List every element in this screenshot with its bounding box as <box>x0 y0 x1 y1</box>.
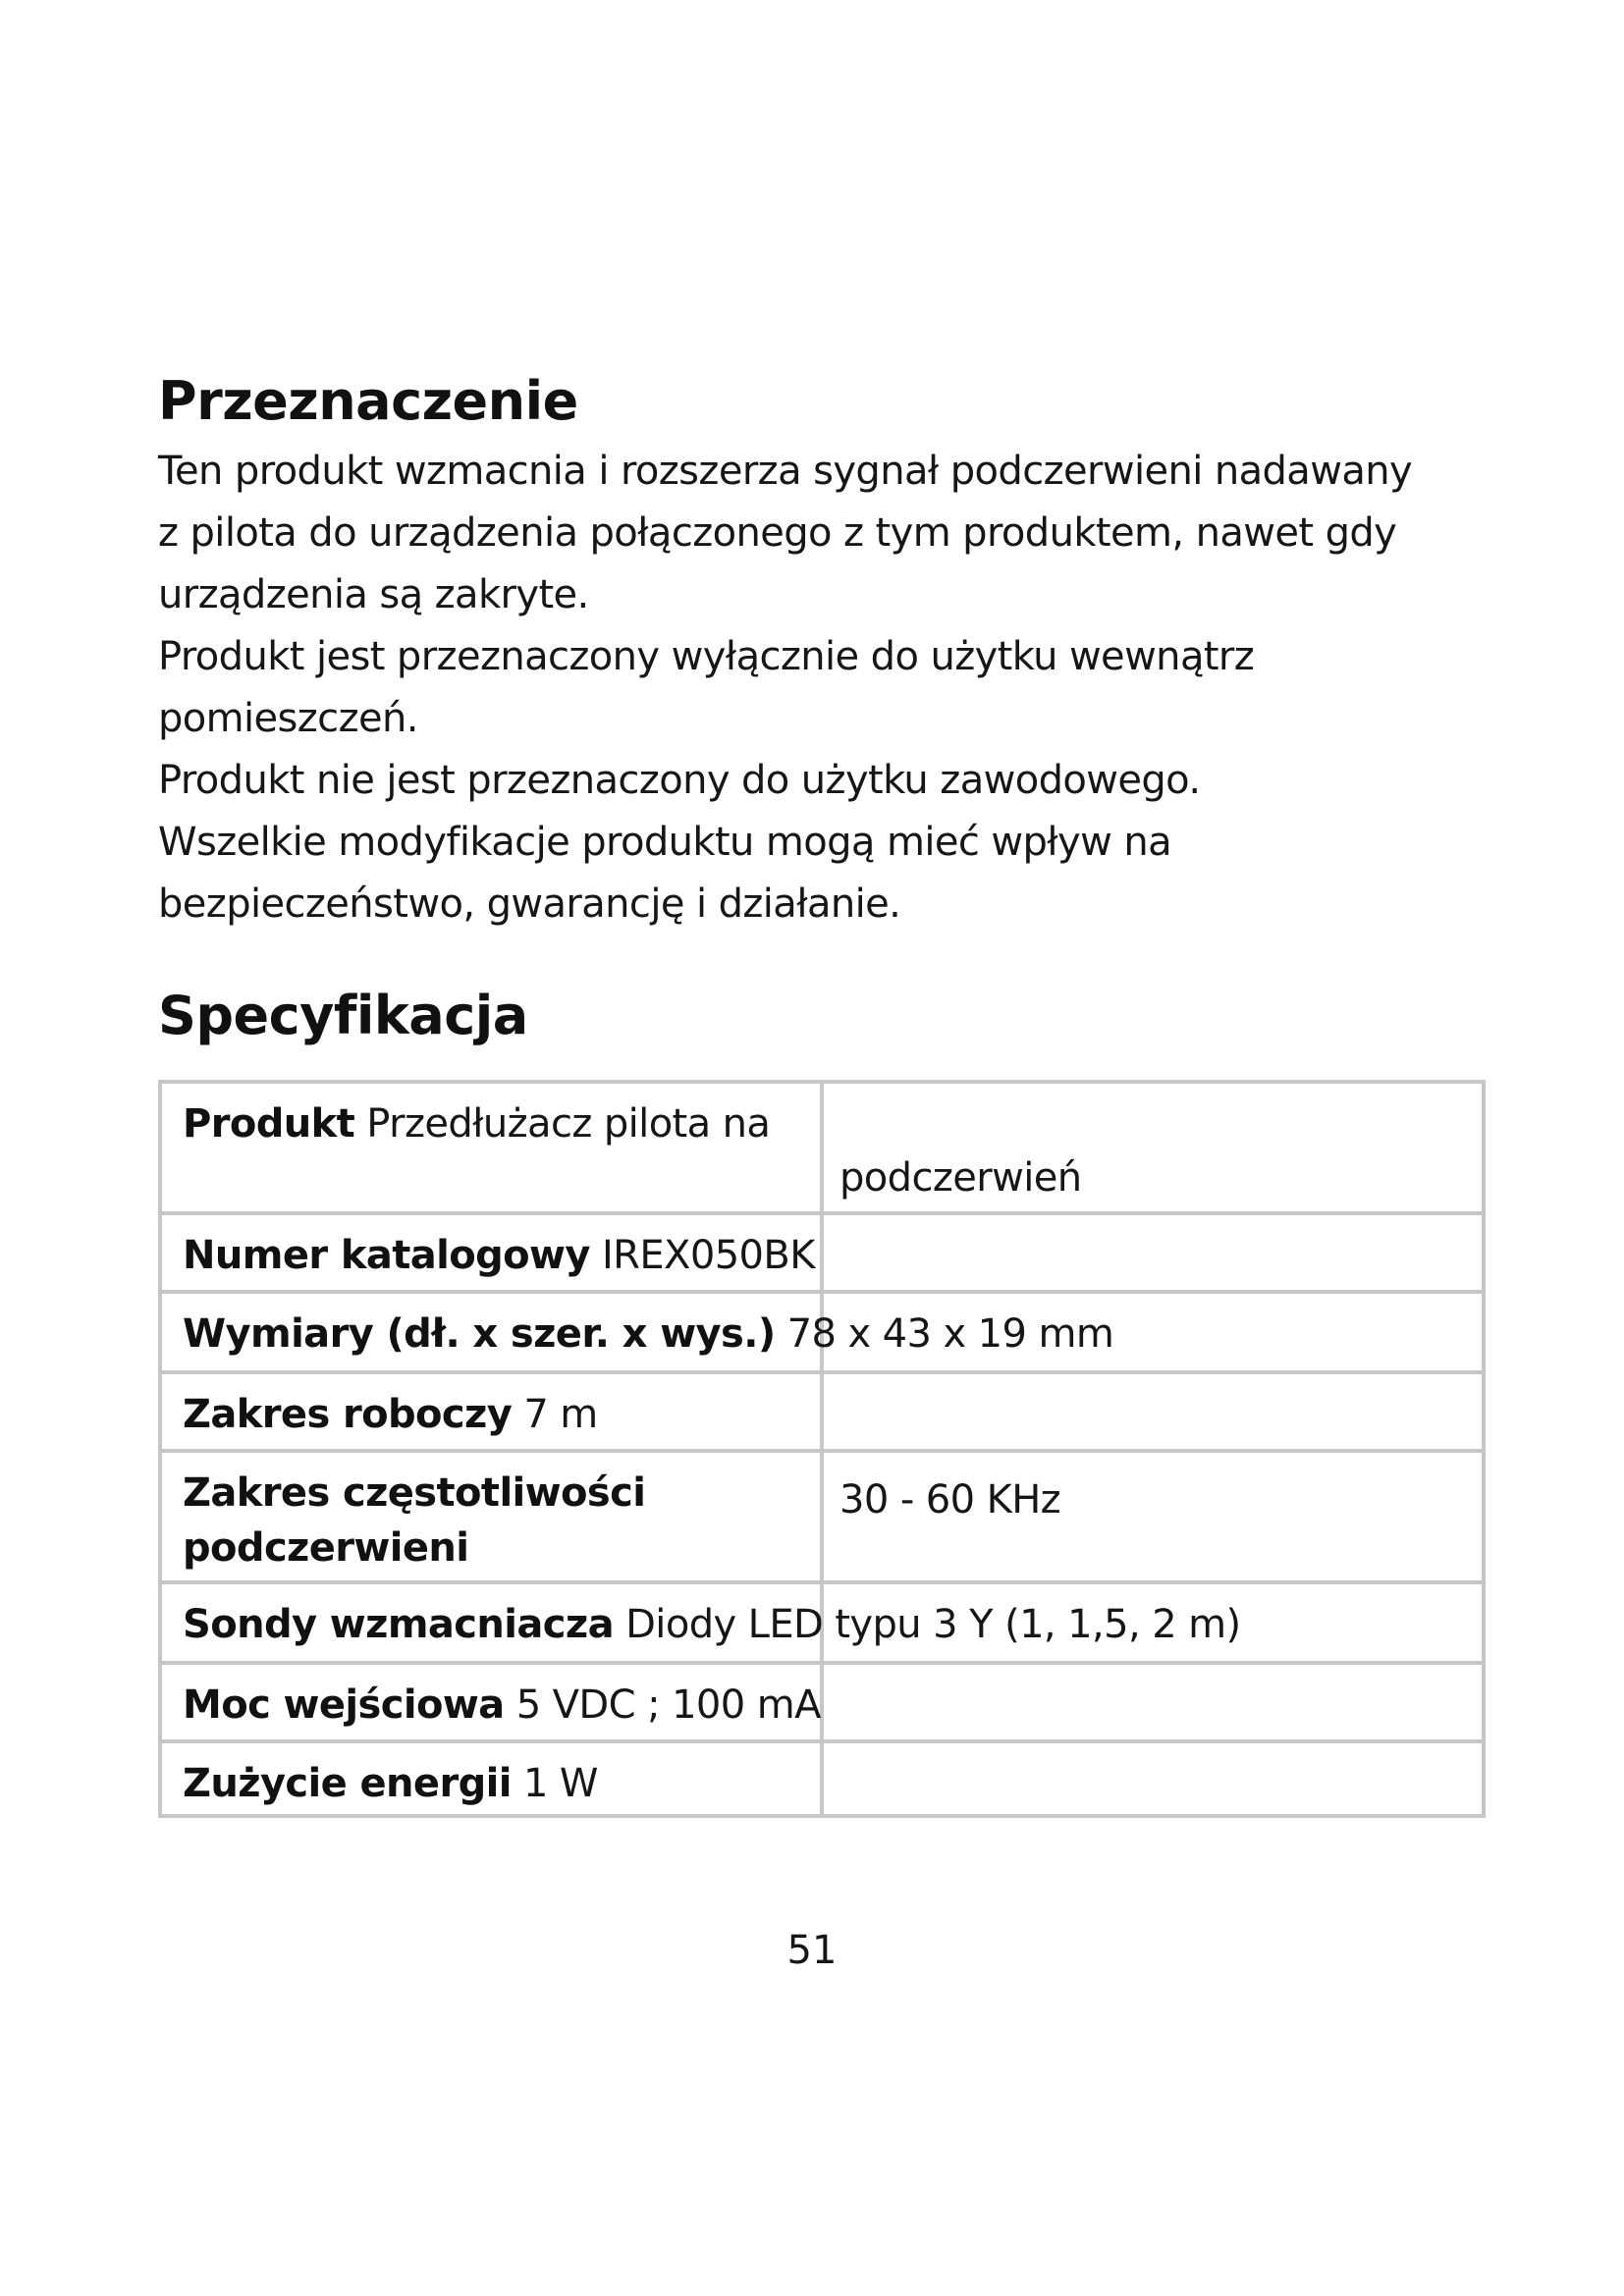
table-row <box>162 1290 1482 1370</box>
spec-value: 1 W <box>522 1761 598 1806</box>
table-row <box>162 1211 1482 1290</box>
spec-label: Wymiary (dł. x szer. x wys.) <box>183 1311 776 1357</box>
spec-cell-left <box>183 1597 1241 1652</box>
spec-cell-left <box>183 1387 598 1442</box>
spec-cell-left <box>183 1678 821 1733</box>
purpose-heading: Przeznaczenie <box>158 370 578 432</box>
column-divider <box>820 1084 824 1211</box>
spec-cell-left <box>183 1096 770 1151</box>
table-row <box>162 1370 1482 1449</box>
purpose-line: Ten produkt wzmacnia i rozszerza sygnał podczerwieni nadawany <box>158 449 1413 494</box>
column-divider <box>820 1453 824 1580</box>
spec-label: Zakres częstotliwości podczerwieni <box>183 1470 646 1571</box>
spec-label: Moc wejściowa <box>183 1682 505 1728</box>
spec-cell-right: podczerwień <box>839 1155 1082 1201</box>
purpose-paragraph <box>158 441 1493 935</box>
purpose-line: urządzenia są zakryte. <box>158 572 589 617</box>
column-divider <box>820 1374 824 1449</box>
table-row <box>162 1661 1482 1739</box>
specification-table <box>158 1080 1486 1818</box>
page-number: 51 <box>786 1928 838 1973</box>
spec-cell-left <box>183 1756 598 1811</box>
purpose-line: Produkt nie jest przeznaczony do użytku zawodowego. <box>158 758 1201 803</box>
spec-label: Numer katalogowy <box>183 1233 590 1278</box>
spec-label: Zakres roboczy <box>183 1392 513 1437</box>
column-divider <box>820 1215 824 1290</box>
specification-heading: Specyfikacja <box>158 985 528 1046</box>
spec-cell-right: 30 - 60 KHz <box>839 1477 1061 1522</box>
table-row <box>162 1580 1482 1661</box>
column-divider <box>820 1743 824 1814</box>
spec-value: Diody LED typu 3 Y (1, 1,5, 2 m) <box>625 1602 1241 1647</box>
spec-label: Zużycie energii <box>183 1761 512 1806</box>
purpose-line: z pilota do urządzenia połączonego z tym produktem, nawet gdy <box>158 510 1397 556</box>
spec-value: 7 m <box>523 1392 598 1437</box>
spec-value: 78 x 43 x 19 mm <box>786 1311 1114 1357</box>
spec-value: 5 VDC ; 100 mA <box>515 1682 821 1728</box>
purpose-line: Wszelkie modyfikacje produktu mogą mieć wpływ na <box>158 820 1171 865</box>
purpose-line: bezpieczeństwo, gwarancję i działanie. <box>158 881 901 927</box>
spec-cell-left <box>183 1466 772 1575</box>
spec-cell-left <box>183 1307 1113 1362</box>
spec-label: Sondy wzmacniacza <box>183 1602 614 1647</box>
spec-value: IREX050BK <box>601 1233 815 1278</box>
spec-cell-left <box>183 1228 815 1283</box>
spec-value: Przedłużacz pilota na <box>366 1101 771 1147</box>
spec-label: Produkt <box>183 1101 355 1147</box>
purpose-line: pomieszczeń. <box>158 696 418 741</box>
table-row <box>162 1449 1482 1580</box>
table-row <box>162 1084 1482 1211</box>
table-row <box>162 1739 1482 1814</box>
purpose-line: Produkt jest przeznaczony wyłącznie do użytku wewnątrz <box>158 634 1255 679</box>
